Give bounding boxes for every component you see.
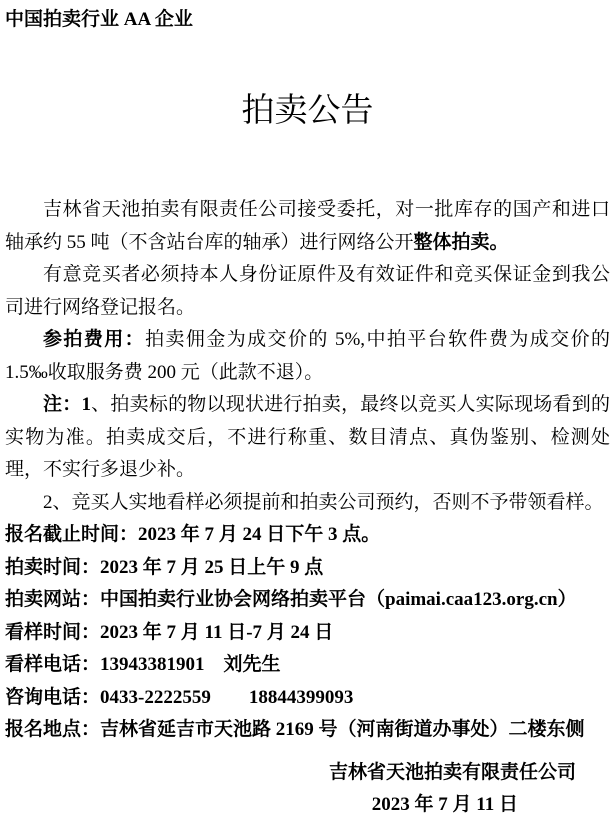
signature-company: 吉林省天池拍卖有限责任公司	[328, 761, 576, 783]
info-line-deadline: 报名截止时间：2023 年 7 月 24 日下午 3 点。	[5, 524, 381, 545]
signature-block	[5, 757, 610, 819]
info-line-location: 报名地点：吉林省延吉市天池路 2169 号（河南街道办事处）二楼东侧	[5, 719, 585, 740]
info-line-auction-time: 拍卖时间：2023 年 7 月 25 日上午 9 点	[5, 556, 324, 578]
paragraph-note1-text: 、拍卖标的物以现状进行拍卖，最终以竞买人实际现场看到的实物为准。拍卖成交后，不进行称重、数目清点、真伪鉴别、检测处理，不实行多退少补。	[5, 394, 610, 480]
paragraph-note2-text: 2、竞买人实地看样必须提前和拍卖公司预约，否则不予带领看样。	[43, 491, 604, 513]
info-line-website: 拍卖网站：中国拍卖行业协会网络拍卖平台（paimai.caa123.org.cn）	[5, 589, 577, 610]
paragraph-fees-text: 拍卖佣金为成交价的 5%,中拍平台软件费为成交价的 1.5‰收取服务费 200 元（此款不退）。	[5, 329, 615, 383]
paragraph-fees-label: 参拍费用：	[43, 329, 146, 350]
document-title: 拍卖公告	[241, 93, 374, 129]
paragraph-note1	[5, 389, 610, 487]
paragraph-registration	[5, 259, 610, 324]
paragraph-note1-label: 注：1	[43, 394, 91, 415]
paragraph-note2	[5, 487, 610, 520]
signature-date: 2023 年 7 月 11 日	[371, 794, 518, 815]
paragraph-intro	[5, 194, 610, 259]
certification-line: 中国拍卖行业 AA 企业	[5, 9, 193, 30]
document-body	[5, 194, 615, 819]
paragraph-fees	[5, 324, 615, 389]
paragraph-intro-text: 吉林省天池拍卖有限责任公司接受委托，对一批库存的国产和进口轴承约 55 吨（不含站台库的轴承）进行网络公开	[5, 199, 610, 253]
paragraph-intro-bold-text: 整体拍卖。	[413, 231, 509, 253]
info-line-viewing-phone: 看样电话：13943381901 刘先生	[5, 654, 281, 675]
paragraph-registration-text: 有意竞买者必须持本人身份证原件及有效证件和竞买保证金到我公司进行网络登记报名。	[5, 264, 610, 318]
info-line-viewing-time: 看样时间：2023 年 7 月 11 日-7 月 24 日	[5, 621, 334, 643]
info-line-inquiry-phone: 咨询电话：0433-2222559 18844399093	[5, 686, 354, 708]
